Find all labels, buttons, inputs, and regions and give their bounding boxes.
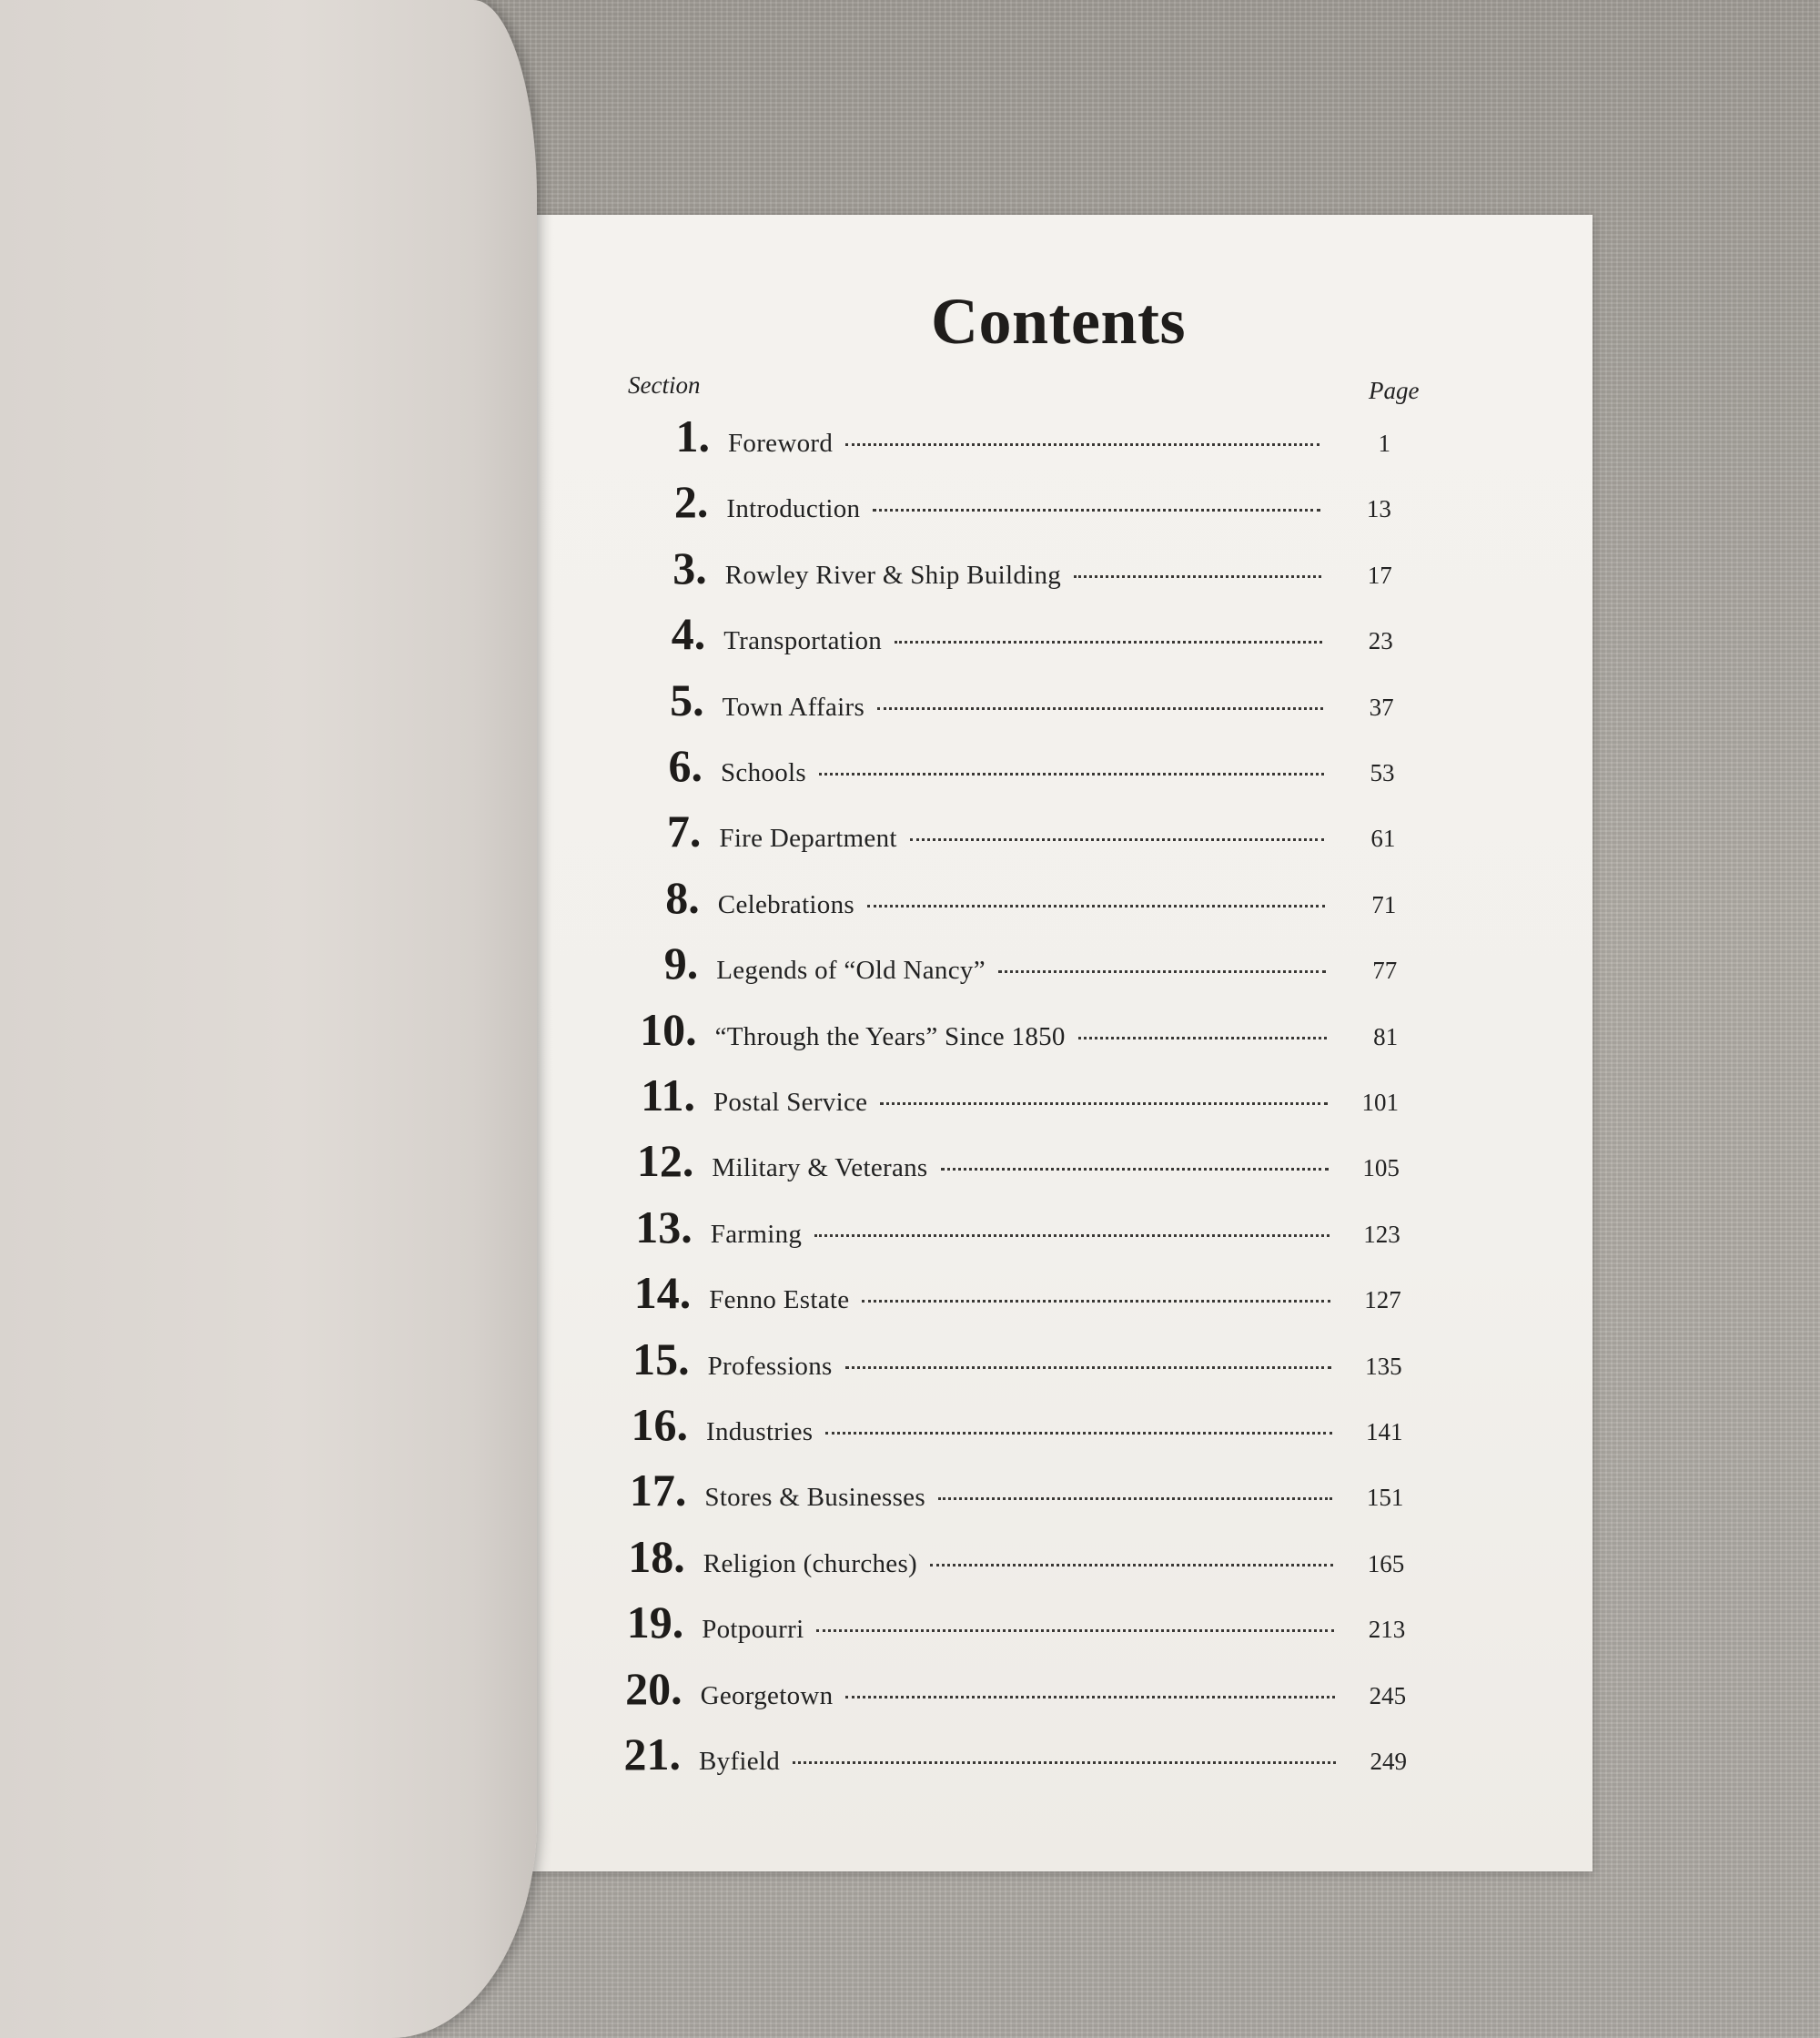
dot-leader bbox=[930, 1564, 1333, 1567]
toc-entry bbox=[618, 1201, 1400, 1253]
section-number: 17. bbox=[629, 1465, 687, 1516]
dot-leader bbox=[845, 1696, 1335, 1698]
section-title: Introduction bbox=[726, 494, 861, 524]
section-title: Fenno Estate bbox=[709, 1285, 850, 1315]
toc-entry bbox=[613, 1398, 1403, 1451]
section-title: “Through the Years” Since 1850 bbox=[714, 1021, 1066, 1051]
dot-leader bbox=[895, 641, 1322, 644]
dot-leader bbox=[793, 1761, 1336, 1764]
dot-leader bbox=[880, 1102, 1328, 1105]
section-title: Legends of “Old Nancy” bbox=[716, 956, 986, 986]
dot-leader bbox=[845, 1366, 1331, 1369]
dot-leader bbox=[938, 1497, 1332, 1500]
section-number: 13. bbox=[635, 1201, 693, 1252]
toc-entry bbox=[623, 937, 1397, 989]
section-number: 15. bbox=[632, 1333, 690, 1384]
page-number: 213 bbox=[1368, 1616, 1406, 1644]
table-of-contents bbox=[510, 215, 1592, 1871]
toc-entry bbox=[611, 1530, 1405, 1583]
toc-entry bbox=[628, 739, 1395, 792]
page-number: 123 bbox=[1363, 1220, 1400, 1248]
section-title: Georgetown bbox=[700, 1680, 834, 1710]
toc-entry bbox=[625, 871, 1397, 924]
dot-leader bbox=[814, 1234, 1330, 1237]
page-number: 105 bbox=[1362, 1154, 1400, 1182]
section-title: Postal Service bbox=[713, 1088, 868, 1117]
toc-entry bbox=[630, 674, 1394, 726]
page-number: 23 bbox=[1368, 627, 1393, 655]
section-number: 5. bbox=[670, 674, 704, 725]
section-title: Potpourri bbox=[702, 1615, 804, 1645]
contents-page bbox=[510, 215, 1592, 1871]
section-number: 10. bbox=[640, 1003, 697, 1055]
section-title: Foreword bbox=[728, 429, 834, 458]
dot-leader bbox=[867, 905, 1325, 907]
section-number: 6. bbox=[668, 740, 703, 791]
section-title: Transportation bbox=[723, 626, 883, 656]
page-number: 141 bbox=[1366, 1418, 1403, 1445]
dot-leader bbox=[819, 773, 1324, 776]
page-number: 71 bbox=[1371, 890, 1397, 918]
page-number: 77 bbox=[1372, 957, 1398, 985]
section-number: 7. bbox=[666, 806, 702, 857]
section-number: 19. bbox=[626, 1597, 684, 1648]
page-number: 135 bbox=[1365, 1352, 1402, 1380]
section-number: 3. bbox=[672, 542, 707, 593]
section-title: Celebrations bbox=[717, 889, 854, 919]
page-column-header: Page bbox=[1369, 377, 1420, 404]
section-title: Byfield bbox=[699, 1747, 781, 1776]
section-column-header: Section bbox=[628, 371, 701, 399]
section-title: Schools bbox=[721, 758, 806, 787]
section-number: 4. bbox=[671, 608, 706, 660]
page-number: 101 bbox=[1361, 1089, 1399, 1116]
page-number: 1 bbox=[1378, 430, 1390, 457]
dot-leader bbox=[825, 1432, 1331, 1435]
toc-entry bbox=[616, 1266, 1401, 1319]
section-title: Farming bbox=[710, 1219, 803, 1249]
page-number: 165 bbox=[1367, 1549, 1405, 1577]
page-number: 249 bbox=[1370, 1748, 1407, 1775]
section-title: Town Affairs bbox=[722, 692, 865, 722]
toc-entry bbox=[635, 410, 1390, 462]
dot-leader bbox=[862, 1300, 1330, 1303]
section-title: Professions bbox=[707, 1351, 833, 1381]
section-number: 9. bbox=[663, 938, 699, 989]
section-number: 1. bbox=[675, 411, 710, 461]
dot-leader bbox=[910, 838, 1325, 841]
section-title: Rowley River & Ship Building bbox=[724, 560, 1062, 590]
section-title: Religion (churches) bbox=[703, 1548, 918, 1578]
section-number: 16. bbox=[631, 1399, 688, 1450]
toc-entry bbox=[633, 475, 1391, 528]
dot-leader bbox=[845, 443, 1320, 446]
dot-leader bbox=[873, 509, 1320, 512]
section-number: 8. bbox=[665, 871, 700, 923]
page-number: 151 bbox=[1366, 1484, 1404, 1512]
dot-leader bbox=[816, 1629, 1334, 1632]
toc-entry bbox=[631, 607, 1393, 660]
page-number: 37 bbox=[1369, 693, 1394, 721]
section-title: Fire Department bbox=[719, 824, 897, 854]
dot-leader bbox=[1074, 575, 1321, 578]
dot-leader bbox=[1078, 1037, 1327, 1039]
blank-left-page bbox=[0, 0, 537, 2038]
section-number: 21. bbox=[623, 1729, 681, 1779]
section-number: 14. bbox=[633, 1267, 692, 1319]
toc-entry bbox=[622, 1003, 1399, 1056]
page-number: 127 bbox=[1364, 1286, 1401, 1314]
section-title: Stores & Businesses bbox=[704, 1483, 925, 1513]
section-number: 18. bbox=[628, 1530, 685, 1582]
page-title: Contents bbox=[930, 285, 1186, 358]
dot-leader bbox=[877, 707, 1323, 710]
page-number: 17 bbox=[1367, 561, 1392, 589]
section-number: 12. bbox=[636, 1135, 694, 1187]
dot-leader bbox=[998, 970, 1326, 973]
toc-entry bbox=[606, 1728, 1407, 1780]
toc-entry bbox=[615, 1333, 1402, 1385]
page-number: 245 bbox=[1369, 1681, 1407, 1709]
page-number: 61 bbox=[1370, 825, 1396, 853]
toc-entry bbox=[608, 1662, 1407, 1715]
toc-entry bbox=[626, 805, 1395, 857]
toc-entry bbox=[619, 1134, 1400, 1187]
dot-leader bbox=[941, 1168, 1329, 1171]
toc-entry bbox=[632, 542, 1392, 594]
section-title: Industries bbox=[706, 1417, 814, 1446]
toc-entry bbox=[612, 1464, 1403, 1516]
section-title: Military & Veterans bbox=[712, 1153, 928, 1183]
page-number: 81 bbox=[1373, 1022, 1399, 1050]
toc-entry bbox=[609, 1596, 1405, 1648]
section-number: 20. bbox=[625, 1662, 682, 1714]
section-number: 2. bbox=[673, 476, 709, 528]
page-number: 53 bbox=[1370, 759, 1395, 786]
toc-entry bbox=[621, 1069, 1399, 1121]
section-number: 11. bbox=[641, 1070, 695, 1120]
page-number: 13 bbox=[1366, 495, 1391, 523]
